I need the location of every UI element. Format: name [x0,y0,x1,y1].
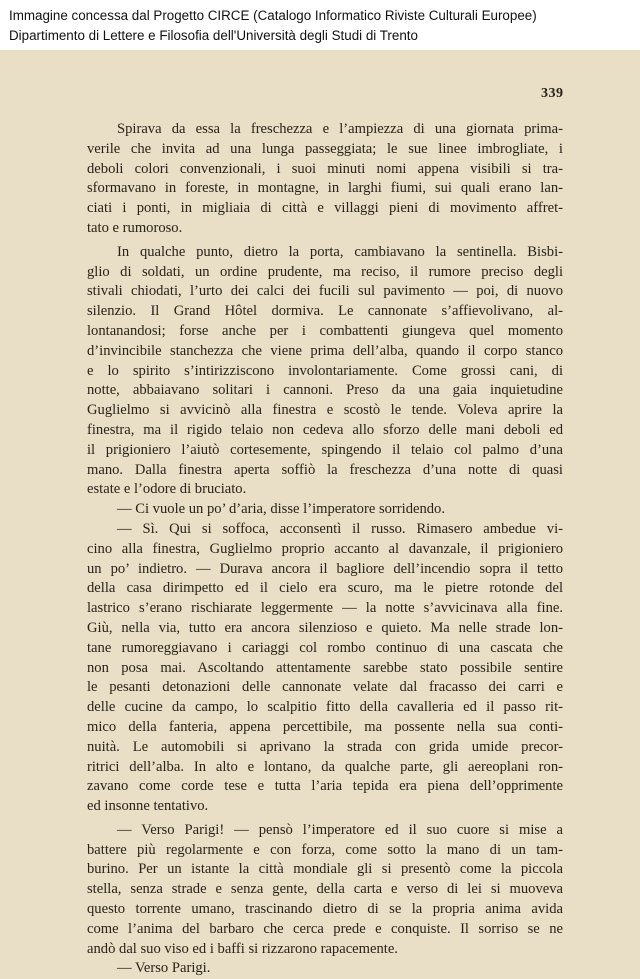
text-line: estate e l’odore di bruciato. [87,481,247,498]
text-line: battere più regolarmente e con forza, come sotto la mano di un tam- [87,841,563,858]
text-line: In qualche punto, dietro la porta, cambiavano la sentinella. Bisbi- [117,243,563,260]
text-line: nuità. Le automobili si aprivano la strada con grida umide precor- [87,738,563,755]
text-line: silenzio. Il Grand Hôtel dormiva. Le cannonate s’affievolivano, al- [87,303,563,320]
text-line: — Verso Parigi! — pensò l’imperatore ed il suo cuore si mise a [117,821,563,838]
text-line: lastrico s’erano rischiarate leggermente — la notte s’avvicinava alla fine. [87,600,563,617]
text-line: Spirava da essa la freschezza e l’ampiezza di una giornata prima- [117,121,563,137]
text-line: tane rumoreggiavano i cariaggi col rombo continuo di una cascata che [87,639,563,656]
text-line: glio di soldati, un ordine prudente, ma reciso, il rumore preciso degli [87,263,563,280]
text-line: — Sì. Qui si soffoca, acconsentì il russo. Rimasero ambedue vi- [117,520,563,537]
banner-line-1: Immagine concessa dal Progetto CIRCE (Catalogo Informatico Riviste Culturali Europee) [9,8,537,23]
text-line: ed insonne tentativo. [87,798,209,815]
text-line: mano. Dalla finestra aperta soffiò la freschezza d’una notte di quasi [87,461,563,478]
text-line: — Verso Parigi. [117,960,211,977]
text-line: non posa mai. Ascoltando attentamente sarebbe stato possibile sentire [87,659,563,676]
text-line: Guglielmo si avvicinò alla finestra e scostò le tende. Voleva aprire la [87,402,563,419]
page-number: 339 [541,86,564,101]
text-line: stella, senza strade e senza gente, della carta e verso di lei si muoveva [87,881,563,898]
text-line: un po’ indietro. — Durava ancora il bagliore dell’incendio sopra il tetto [87,560,563,577]
text-line: sformavano in foreste, in montagne, in larghi fiumi, sui quali erano lan- [87,180,563,197]
source-banner [0,0,640,50]
text-line: questo torrente umano, trascinando dietro di se la propria anima avida [87,901,563,918]
text-line: delle cucine da campo, lo scalpitio fitto della cavalleria ed il passo rit- [87,699,563,716]
text-line: notte, abbaiavano solitari i cannoni. Preso da una gaia inquietudine [87,382,563,399]
text-line: tato e rumoroso. [87,219,183,236]
text-line: il prigioniero l’aiutò cortesemente, spingendo il telaio col palmo d’una [87,441,563,458]
text-line: andò dal suo viso ed i baffi si rizzarono rapacemente. [87,940,398,957]
text-line: d’invincibile stanchezza che viene prima dell’alba, quando il corpo stanco [87,342,563,359]
text-line: ritrici dell’alba. In alto e lontano, da qualche parte, gli aereoplani ron- [87,758,563,775]
text-line: della casa dirimpetto ed il cielo era scuro, ma le pietre rotonde del [87,580,563,597]
text-line: Giù, nella via, tutto era ancora silenzioso e quieto. Ma nelle strade lon- [87,619,563,636]
text-line: e lo spirito s’intirizziscono involontariamente. Come grossi cani, di [87,362,563,379]
text-line: deboli colori convenzionali, i suoi minuti nomi appena visibili si tra- [87,160,563,177]
text-line: stivali chiodati, l’urto dei calci dei fucili sul pavimento — poi, di nuovo [87,283,563,300]
text-line: ciati i ponti, in migliaia di città e villaggi pieni di movimento affret- [87,200,563,217]
text-line: verile che invita ad una lunga passeggiata; le sue linee imbrogliate, i [87,140,563,157]
text-line: — Ci vuole un po’ d’aria, disse l’imperatore sorridendo. [117,501,446,518]
text-line: zavano come corde tese e tutta l’aria tepida era piena dell’opprimente [87,778,563,795]
text-line: come l’anima del barbaro che cerca prede e conquiste. Il sorriso se ne [87,920,563,937]
banner-line-2: Dipartimento di Lettere e Filosofia dell'Università degli Studi di Trento [9,28,418,43]
text-line: le pesanti detonazioni delle cannonate velate dal fracasso dei carri e [87,679,563,696]
text-line: finestra, ma il rigido telaio non cedeva allo sforzo delle mani deboli ed [87,421,563,438]
body-text [87,120,563,979]
text-line: lontanandosi; forse anche per i combattenti giungeva quel momento [87,322,563,339]
text-line: mico della fanteria, appena percettibile, ma possente nella sua conti- [87,718,563,735]
text-line: cino alla finestra, Guglielmo proprio accanto al davanzale, il prigioniero [87,540,563,557]
text-line: burino. Per un istante la città mondiale gli si presentò come la piccola [87,861,563,878]
